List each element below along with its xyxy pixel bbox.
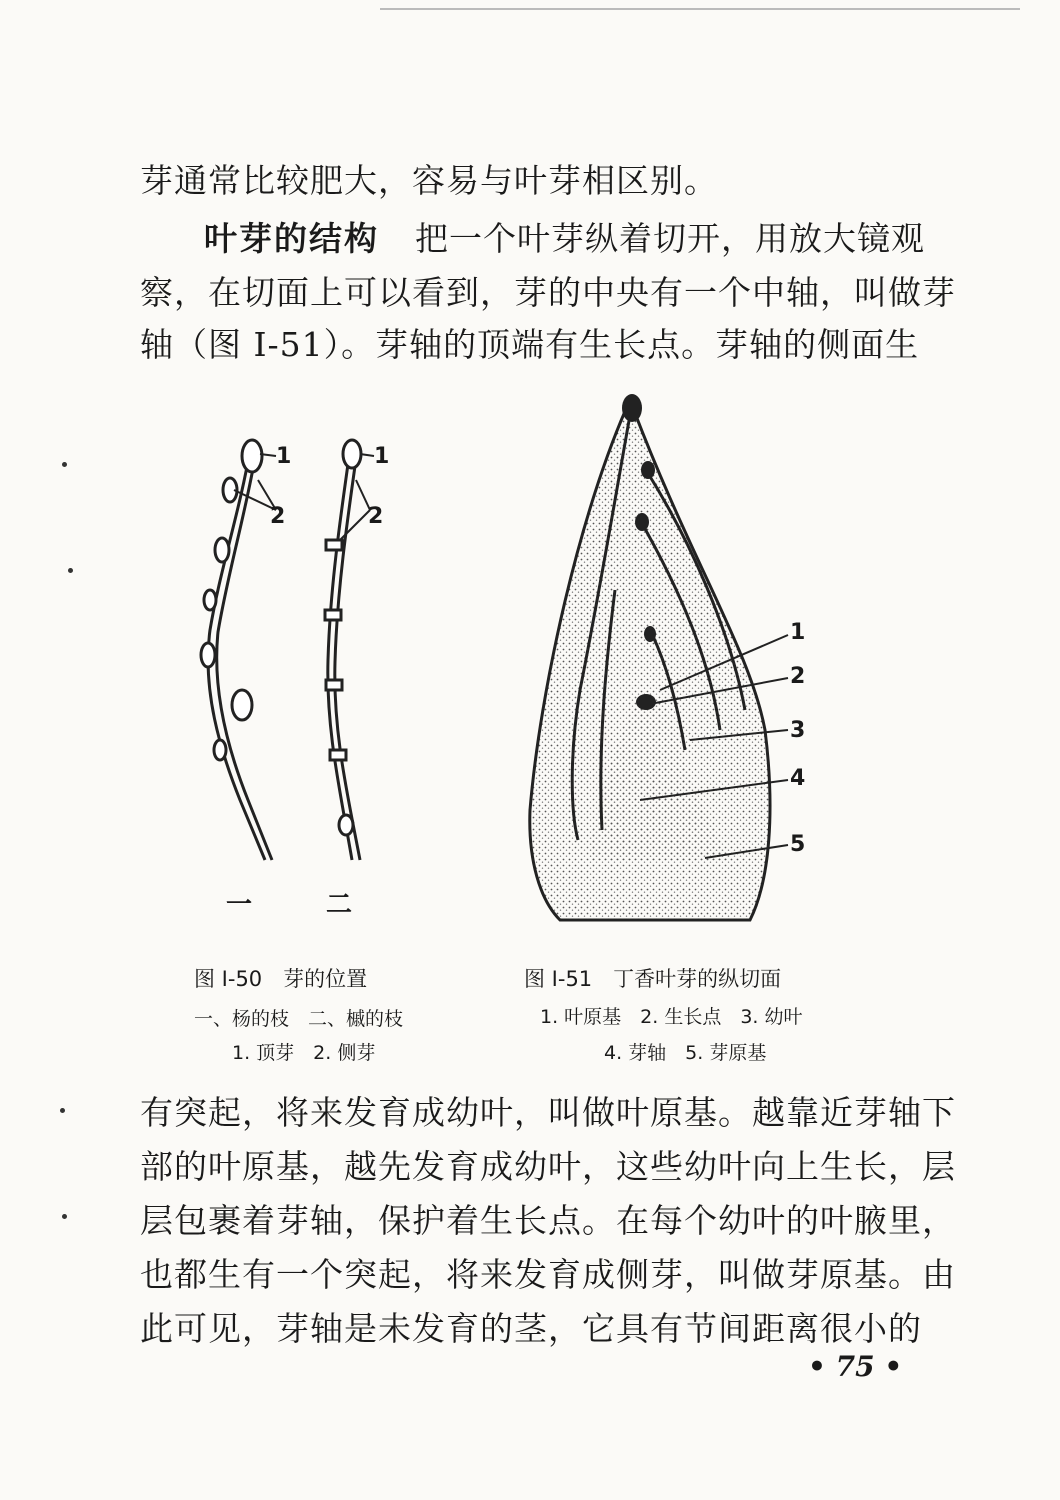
figure-51-legend-line2: 4. 芽轴 5. 芽原基 (604, 1042, 767, 1064)
figure-51-title: 图 I-51 丁香叶芽的纵切面 (524, 967, 782, 991)
body-line-6: 部的叶原基，越先发育成幼叶，这些幼叶向上生长，层 (140, 1147, 956, 1186)
scan-speck (62, 1214, 67, 1219)
scan-speck (62, 462, 67, 467)
page-top-rule (380, 8, 1020, 10)
body-line-7: 层包裹着芽轴，保护着生长点。在每个幼叶的叶腋里， (140, 1201, 956, 1240)
page-number: • 75 • (808, 1350, 903, 1383)
fig51-callout-1: 1 (790, 620, 806, 645)
body-line-3: 察，在切面上可以看到，芽的中央有一个中轴，叫做芽 (140, 273, 956, 312)
fig51-callout-5: 5 (790, 832, 806, 857)
fig50-callout-1-a: 1 (276, 444, 292, 469)
fig50-sublabel-maple: 二 (326, 890, 353, 920)
figure-51-illustration (520, 390, 790, 930)
body-line-8: 也都生有一个突起，将来发育成侧芽，叫做芽原基。由 (140, 1255, 956, 1294)
figure-51-legend-line1: 1. 叶原基 2. 生长点 3. 幼叶 (540, 1006, 803, 1028)
body-line-9: 此可见，芽轴是未发育的茎，它具有节间距离很小的 (140, 1309, 922, 1348)
figure-50-title: 图 I-50 芽的位置 (194, 967, 368, 991)
body-line-1: 芽通常比较肥大，容易与叶芽相区别。 (140, 161, 718, 200)
section-heading: 叶芽的结构 (204, 219, 379, 258)
fig51-callout-4: 4 (790, 766, 806, 791)
figure-50-subcaption: 一、杨的枝 二、槭的枝 (194, 1008, 404, 1030)
fig51-callout-2: 2 (790, 664, 806, 689)
body-line-4: 轴（图 I-51）。芽轴的顶端有生长点。芽轴的侧面生 (140, 325, 920, 364)
body-line-5: 有突起，将来发育成幼叶，叫做叶原基。越靠近芽轴下 (140, 1093, 956, 1132)
figure-50-legend: 1. 顶芽 2. 侧芽 (232, 1042, 376, 1064)
fig50-callout-2-a: 2 (270, 504, 286, 529)
section-heading-line (140, 216, 925, 262)
fig50-callout-2-b: 2 (368, 504, 384, 529)
maple-twig-drawing (325, 440, 361, 860)
figure-50-illustration (180, 430, 430, 880)
scan-speck (68, 568, 73, 573)
fig51-callout-3: 3 (790, 718, 806, 743)
heading-line-text: 把一个叶芽纵着切开，用放大镜观 (415, 219, 925, 258)
fig50-callout-1-b: 1 (374, 444, 390, 469)
fig50-sublabel-poplar: 一 (226, 890, 253, 920)
scan-speck (60, 1108, 65, 1113)
